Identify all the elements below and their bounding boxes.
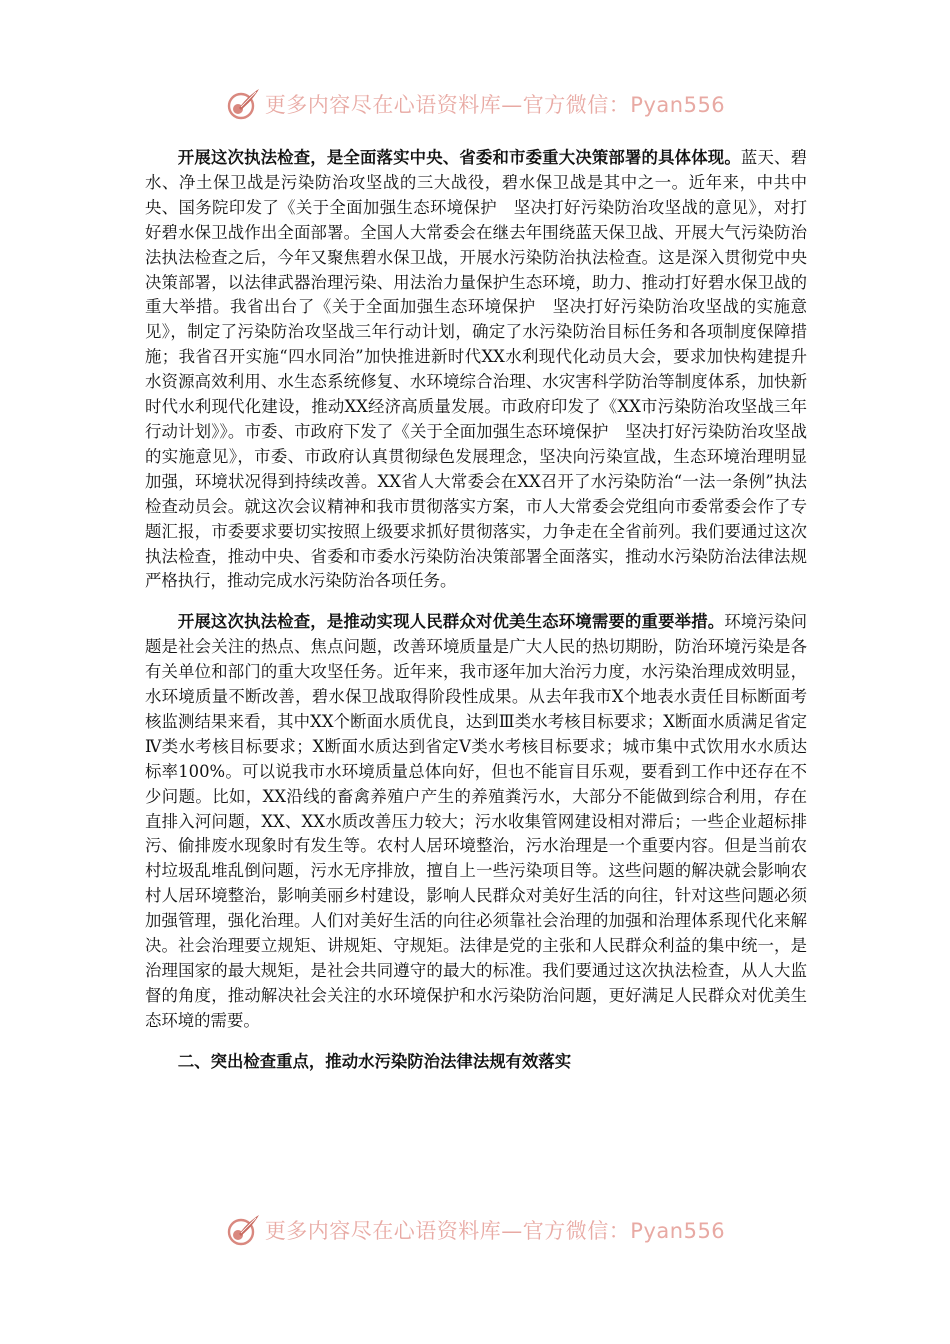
watermark-footer (0, 1210, 950, 1250)
paragraph-2 (145, 610, 807, 1033)
watermark-text: 更多内容尽在心语资料库—官方微信：Pyan556 (264, 93, 726, 117)
watermark-header (0, 84, 950, 124)
paragraph-2-lead: 开展这次执法检查，是推动实现人民群众对优美生态环境需要的重要举措。 (177, 612, 725, 632)
paragraph-1 (145, 146, 807, 594)
paragraph-1-body: 蓝天、碧水、净土保卫战是污染防治攻坚战的三大战役，碧水保卫战是其中之一。近年来，中共中央、国务院印发了《关于全面加强生态环境保护 坚决打好污染防治攻坚战的意见》，对打好碧水保卫战作出全面部署。全国人大常委会在继去年围绕蓝天保卫战、开展大气污染防治法执法检查之后，今年又聚焦碧水保卫战，开展水污染防治执法检查。这是深入贯彻党中央决策部署，以法律武器治理污染、用法治力量保护生态环境，助力、推动打好碧水保卫战的重大举措。我省出台了《关于全面加强生态环境保护 坚决打好污染防治攻坚战的实施意见》，制定了污染防治攻坚战三年行动计划，确定了水污染防治目标任务和各项制度保障措施；我省召开实施“四水同治”加快推进新时代XX水利现代化动员大会，要求加快构建提升水资源高效利用、水生态系统修复、水环境综合治理、水灾害科学防治等制度体系，加快新时代水利现代化建设，推动XX经济高质量发展。市政府印发了《XX市污染防治攻坚战三年行动计划》》。市委、市政府下发了《关于全面加强生态环境保护 坚决打好污染防治攻坚战的实施意见》，市委、市政府认真贯彻绿色发展理念，坚决向污染宣战，生态环境治理明显加强，环境状况得到持续改善。XX省人大常委会在XX召开了水污染防治“一法一条例”执法检查动员会。就这次会议精神和我市贯彻落实方案，市人大常委会党组向市委常委会作了专题汇报，市委要求要切实按照上级要求抓好贯彻落实，力争走在全省前列。我们要通过这次执法检查，推动中央、省委和市委水污染防治决策部署全面落实，推动水污染防治法律法规严格执行，推动完成水污染防治各项任务。 (145, 148, 807, 591)
watermark-text: 更多内容尽在心语资料库—官方微信：Pyan556 (264, 1219, 726, 1243)
section-heading: 二、突出检查重点，推动水污染防治法律法规有效落实 (177, 1051, 572, 1071)
paragraph-2-body: 环境污染问题是社会关注的热点、焦点问题，改善环境质量是广大人民的热切期盼，防治环境污染是各有关单位和部门的重大攻坚任务。近年来，我市逐年加大治污力度，水污染治理成效明显，水环境质量不断改善，碧水保卫战取得阶段性成果。从去年我市X个地表水责任目标断面考核监测结果来看，其中XX个断面水质优良，达到Ⅲ类水考核目标要求；X断面水质满足省定Ⅳ类水考核目标要求；X断面水质达到省定Ⅴ类水考核目标要求；城市集中式饮用水水质达标率100%。可以说我市水环境质量总体向好，但也不能盲目乐观，要看到工作中还存在不少问题。比如，XX沿线的畜禽养殖户产生的养殖粪污水，大部分不能做到综合利用，存在直排入河问题，XX、XX水质改善压力较大；污水收集管网建设相对滞后；一些企业超标排污、偷排废水现象时有发生等。农村人居环境整治，污水治理是一个重要内容。但是当前农村垃圾乱堆乱倒问题，污水无序排放，擅自上一些污染项目等。这些问题的解决就会影响农村人居环境整治，影响美丽乡村建设，影响人民群众对美好生活的向往，针对这些问题必须加强管理，强化治理。人们对美好生活的向往必须靠社会治理的加强和治理体系现代化来解决。社会治理要立规矩、讲规矩、守规矩。法律是党的主张和人民群众利益的集中统一，是治理国家的最大规矩，是社会共同遵守的最大的标准。我们要通过这次执法检查，从人大监督的角度，推动解决社会关注的水环境保护和水污染防治问题，更好满足人民群众对优美生态环境的需要。 (145, 612, 807, 1030)
feather-pen-circle-icon (225, 86, 261, 122)
document-body (145, 146, 807, 1075)
paragraph-1-lead: 开展这次执法检查，是全面落实中央、省委和市委重大决策部署的具体体现。 (177, 148, 741, 167)
feather-pen-circle-icon (225, 1212, 261, 1248)
